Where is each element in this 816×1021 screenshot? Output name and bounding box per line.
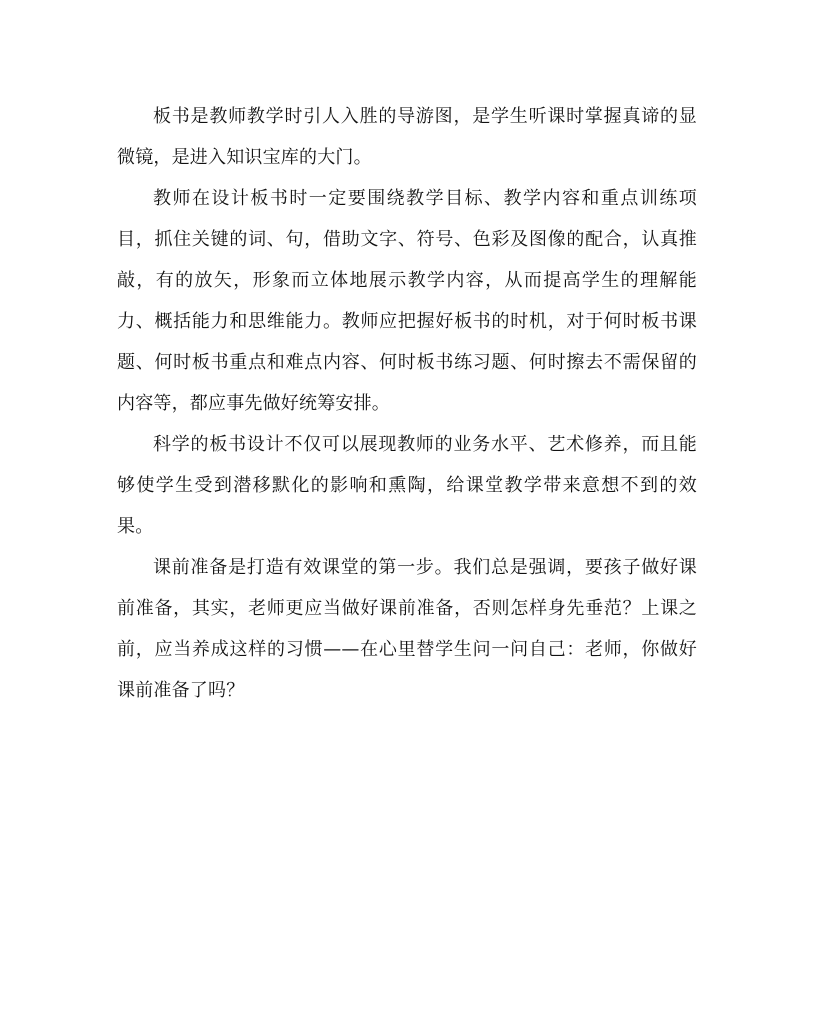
- paragraph-1: 板书是教师教学时引人入胜的导游图，是学生听课时掌握真谛的显微镜，是进入知识宝库的大门。: [117, 106, 697, 168]
- paragraph-4: 课前准备是打造有效课堂的第一步。我们总是强调，要孩子做好课前准备，其实，老师更应当做好课前准备，否则怎样身先垂范？上课之前，应当养成这样的习惯——在心里替学生问一问自己：老师，你做好课前准备了吗？: [117, 557, 697, 701]
- document-body: [117, 96, 697, 711]
- paragraph-3: 科学的板书设计不仅可以展现教师的业务水平、艺术修养，而且能够使学生受到潜移默化的影响和熏陶，给课堂教学带来意想不到的效果。: [117, 434, 697, 537]
- paragraph-2: 教师在设计板书时一定要围绕教学目标、教学内容和重点训练项目，抓住关键的词、句，借助文字、符号、色彩及图像的配合，认真推敲，有的放矢，形象而立体地展示教学内容，从而提高学生的理解能力、概括能力和思维能力。教师应把握好板书的时机，对于何时板书课题、何时板书重点和难点内容、何时板书练习题、何时擦去不需保留的内容等，都应事先做好统筹安排。: [117, 188, 697, 414]
